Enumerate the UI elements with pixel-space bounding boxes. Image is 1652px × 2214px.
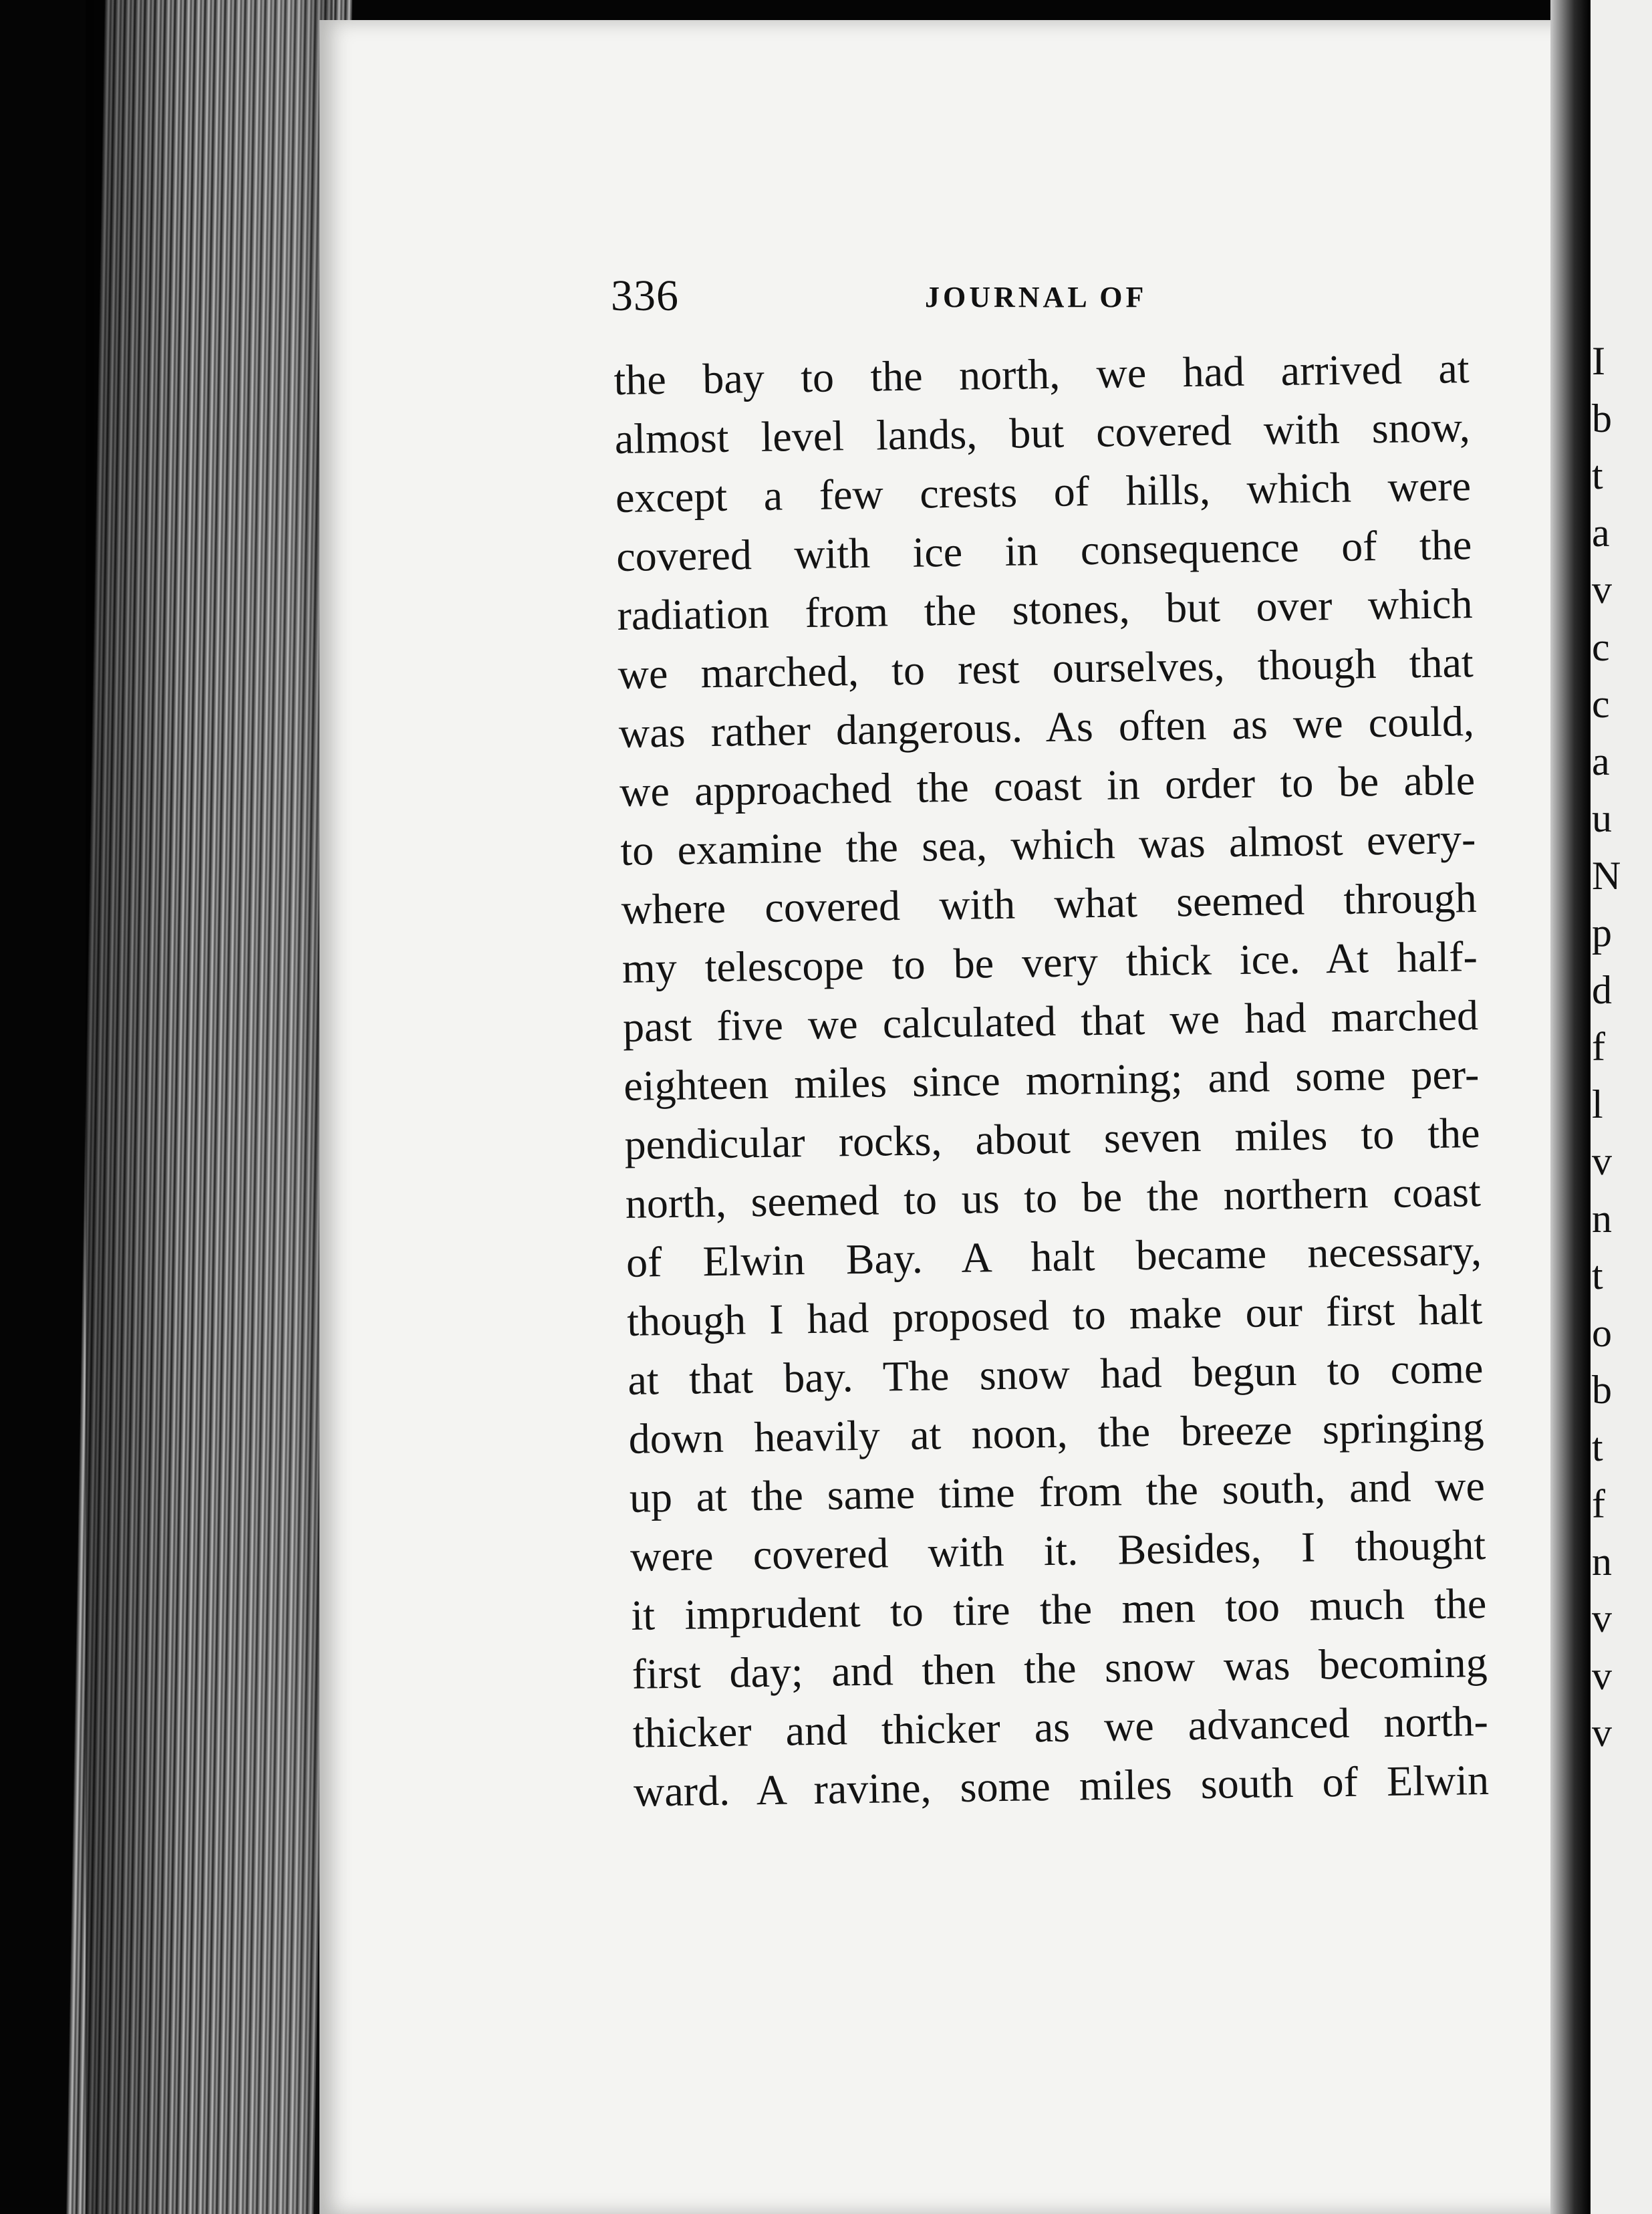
text-line: almost level lands, but covered with snow,	[614, 403, 1471, 463]
text-line: we approached the coast in order to be able	[619, 756, 1476, 816]
text-line: the bay to the north, we had arrived at	[613, 344, 1470, 404]
text-line: first day; and then the snow was becoming	[632, 1638, 1488, 1698]
body-text	[613, 339, 1503, 1822]
next-page-letter: a	[1592, 510, 1610, 555]
next-page-letter: v	[1592, 1139, 1612, 1183]
gutter-shadow	[1550, 0, 1591, 2214]
page-header	[611, 271, 1480, 324]
text-line: up at the same time from the south, and we	[629, 1461, 1486, 1521]
text-line: north, seemed to us to be the northern coast	[625, 1168, 1482, 1227]
next-page-letter: t	[1592, 1253, 1603, 1298]
text-line: it imprudent to tire the men too much the	[630, 1579, 1487, 1639]
text-line: down heavily at noon, the breeze springing	[628, 1402, 1485, 1463]
next-page-edge	[1591, 0, 1652, 2214]
text-line: my telescope to be very thick ice. At half-	[622, 933, 1478, 992]
text-line: where covered with what seemed through	[621, 874, 1478, 933]
text-line: pendicular rocks, about seven miles to the	[624, 1109, 1480, 1168]
next-page-letter: b	[1592, 1368, 1612, 1412]
next-page-letter: b	[1592, 396, 1612, 441]
text-line: though I had proposed to make our first halt	[626, 1285, 1483, 1345]
text-line: thicker and thicker as we advanced north-	[632, 1697, 1489, 1757]
next-page-letter: c	[1592, 682, 1610, 726]
text-line: ward. A ravine, some miles south of Elwin	[633, 1755, 1490, 1816]
next-page-letter: a	[1592, 739, 1610, 783]
text-line: radiation from the stones, but over which	[617, 580, 1473, 639]
next-page-letter: l	[1592, 1082, 1603, 1126]
text-line: eighteen miles since morning; and some per-	[623, 1050, 1480, 1110]
next-page-letter: o	[1592, 1310, 1612, 1355]
page-edges-shading	[86, 0, 333, 2214]
running-head: JOURNAL OF	[925, 281, 1147, 314]
text-line: was rather dangerous. As often as we could,	[618, 697, 1475, 757]
next-page-letter: n	[1592, 1539, 1612, 1584]
text-line: we marched, to rest ourselves, though that	[617, 638, 1474, 698]
page-number: 336	[611, 271, 679, 320]
next-page-letter: c	[1592, 624, 1610, 669]
text-line: were covered with it. Besides, I thought	[630, 1520, 1486, 1580]
next-page-letter: d	[1592, 967, 1612, 1012]
text-line: at that bay. The snow had begun to come	[627, 1344, 1484, 1404]
text-line: covered with ice in consequence of the	[615, 521, 1472, 580]
next-page-letter: v	[1592, 1711, 1612, 1755]
text-line: to examine the sea, which was almost every-	[620, 815, 1476, 874]
next-page-letter: v	[1592, 568, 1612, 612]
next-page-letter: f	[1592, 1025, 1605, 1069]
next-page-letter: n	[1592, 1196, 1612, 1241]
next-page-letter: I	[1592, 339, 1605, 383]
text-line: past five we calculated that we had marched	[622, 991, 1479, 1051]
text-line: of Elwin Bay. A halt became necessary,	[626, 1226, 1482, 1286]
next-page-letter: t	[1592, 453, 1603, 497]
next-page-letter: v	[1592, 1596, 1612, 1640]
next-page-letter: u	[1592, 796, 1612, 840]
next-page-letter: v	[1592, 1653, 1612, 1698]
next-page-letter: f	[1592, 1482, 1605, 1526]
next-page-letter: t	[1592, 1425, 1603, 1469]
next-page-letter: N	[1592, 853, 1621, 898]
text-line: except a few crests of hills, which were	[615, 462, 1472, 521]
next-page-letter: p	[1592, 910, 1612, 955]
